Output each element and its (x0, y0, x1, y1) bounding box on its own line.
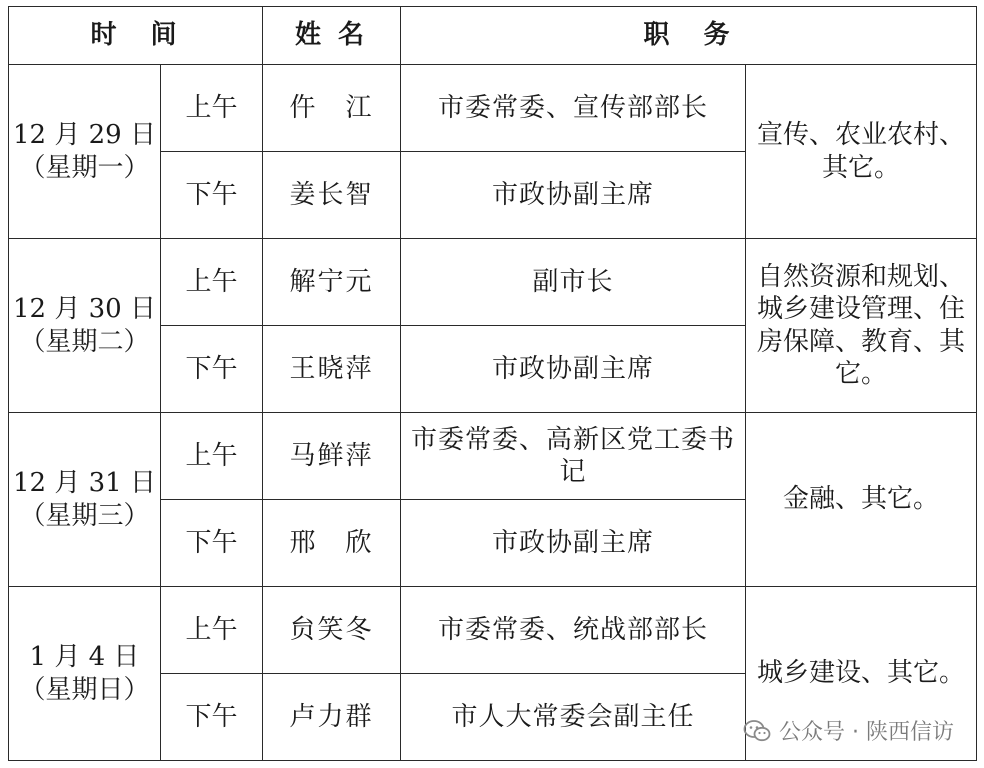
title-cell: 市政协副主席 (401, 500, 746, 587)
period-cell: 下午 (161, 326, 263, 413)
table-row (9, 587, 977, 674)
account-watermark (743, 715, 954, 746)
table-row (9, 413, 977, 500)
period-cell: 下午 (161, 674, 263, 761)
title-cell: 市政协副主席 (401, 326, 746, 413)
duties-cell: 金融、其它。 (746, 413, 977, 587)
date-cell: 12 月 30 日 （星期二） (9, 239, 161, 413)
schedule-table (8, 6, 977, 761)
table-row (9, 65, 977, 152)
name-cell: 卢力群 (263, 674, 401, 761)
name-cell: 仵 江 (263, 65, 401, 152)
title-cell: 市政协副主席 (401, 152, 746, 239)
header-time: 时 间 (9, 7, 263, 65)
date-cell: 1 月 4 日 （星期日） (9, 587, 161, 761)
period-cell: 上午 (161, 65, 263, 152)
table-row (9, 239, 977, 326)
duties-cell: 自然资源和规划、城乡建设管理、住房保障、教育、其它。 (746, 239, 977, 413)
period-cell: 下午 (161, 500, 263, 587)
period-cell: 上午 (161, 413, 263, 500)
duties-cell: 宣传、农业农村、其它。 (746, 65, 977, 239)
title-cell: 市委常委、高新区党工委书记 (401, 413, 746, 500)
title-cell: 市委常委、宣传部部长 (401, 65, 746, 152)
period-cell: 下午 (161, 152, 263, 239)
name-cell: 解宁元 (263, 239, 401, 326)
title-cell: 副市长 (401, 239, 746, 326)
name-cell: 贠笑冬 (263, 587, 401, 674)
name-cell: 王晓萍 (263, 326, 401, 413)
watermark-text: 公众号 · 陕西信访 (779, 720, 954, 745)
period-cell: 上午 (161, 587, 263, 674)
header-duty: 职 务 (401, 7, 977, 65)
duties-cell: 城乡建设、其它。 (746, 587, 977, 761)
date-cell: 12 月 29 日 （星期一） (9, 65, 161, 239)
wechat-icon (743, 719, 771, 743)
period-cell: 上午 (161, 239, 263, 326)
name-cell: 邢 欣 (263, 500, 401, 587)
name-cell: 马鲜萍 (263, 413, 401, 500)
date-cell: 12 月 31 日 （星期三） (9, 413, 161, 587)
header-name: 姓 名 (263, 7, 401, 65)
name-cell: 姜长智 (263, 152, 401, 239)
title-cell: 市委常委、统战部部长 (401, 587, 746, 674)
title-cell: 市人大常委会副主任 (401, 674, 746, 761)
header-row (9, 7, 977, 65)
